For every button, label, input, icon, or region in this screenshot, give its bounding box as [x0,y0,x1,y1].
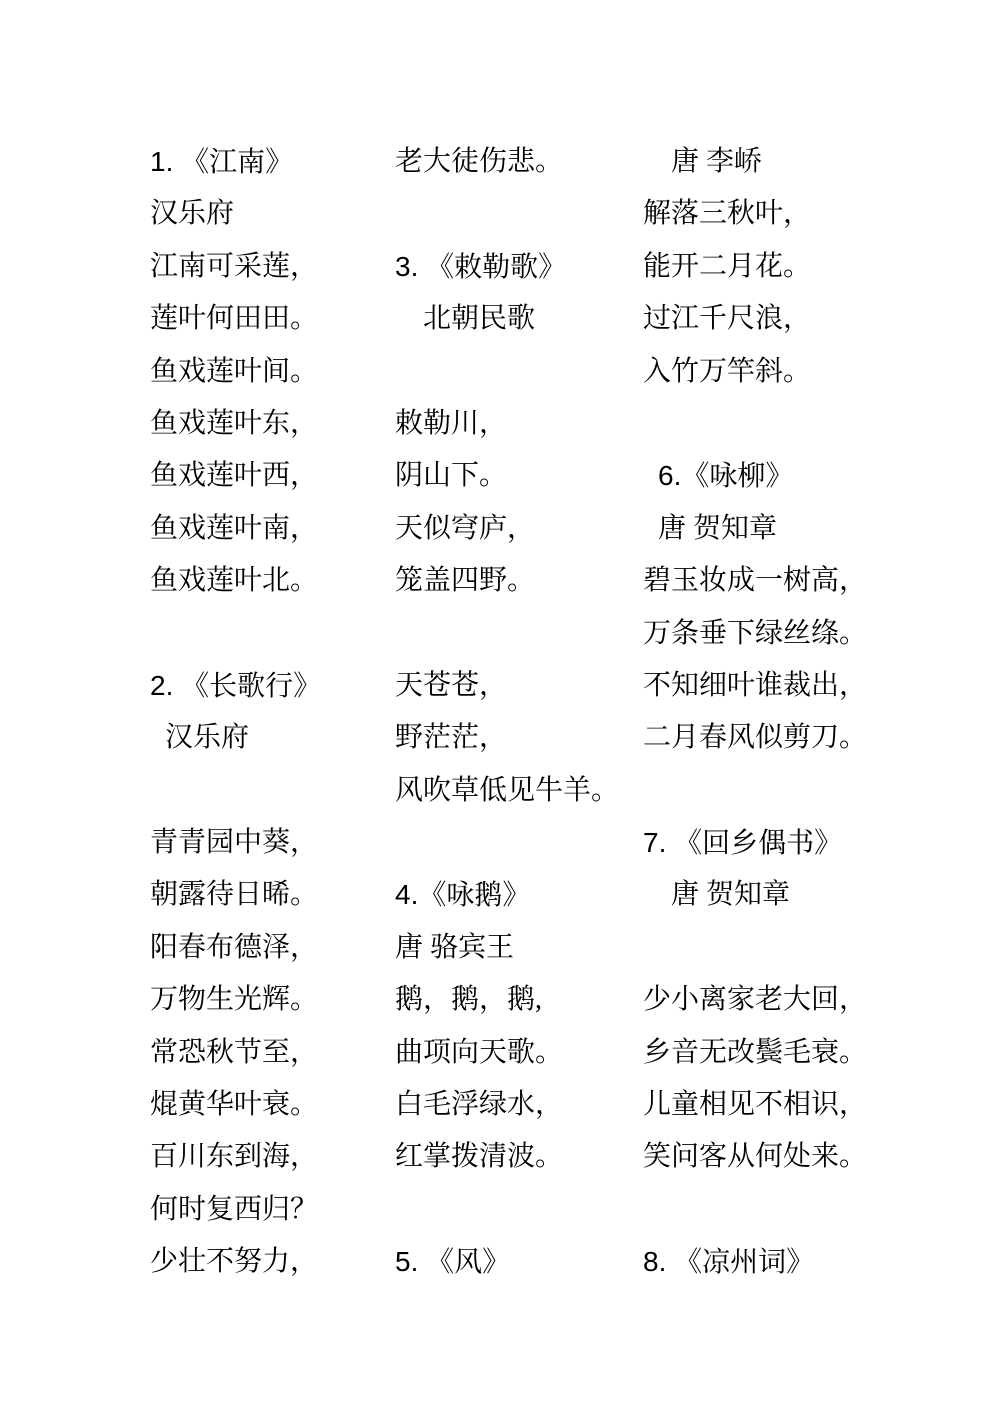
poem-verse: 鱼戏莲叶北。 [150,565,319,597]
poem-title [643,450,867,502]
poem-verse: 乡音无改鬓毛衰。 [643,1036,868,1068]
poem-verse: 不知细叶谁裁出， [643,669,868,701]
title-number: 5. [395,1246,427,1278]
poem-verse: 莲叶何田田。 [150,303,319,335]
title-text: 《江南》 [181,147,294,178]
poem-verse: 二月春风似剪刀。 [643,722,868,754]
poem-verse: 少壮不努力， [150,1246,319,1278]
poem-title [395,1236,619,1288]
blank-line [395,346,619,398]
blank-line [643,922,867,974]
poem-verse: 焜黄华叶衰。 [150,1089,319,1121]
title-text: 《风》 [426,1247,511,1279]
poem-verse: 野茫茫， [395,722,508,754]
poem-title [150,660,321,712]
title-number: 7. [643,827,675,859]
blank-line [395,1184,619,1236]
poem-verse: 少小离家老大回， [643,984,868,1016]
poem-author: 唐 贺知章 [658,512,778,544]
poem-verse: 曲项向天歌。 [395,1036,564,1068]
title-text: 《咏鹅》 [418,880,531,912]
poem-verse: 天苍苍， [395,669,508,701]
poem-verse: 江南可采莲， [150,250,319,282]
poem-author: 唐 李峤 [671,146,763,177]
poem-verse: 百川东到海， [150,1141,319,1173]
poem-title [150,136,321,188]
blank-line [395,608,619,660]
poem-verse: 能开二月花。 [643,250,812,282]
poem-verse: 阴山下。 [395,460,508,492]
poem-title [643,1236,867,1288]
poem-verse: 老大徒伤悲。 [395,146,564,177]
blank-line [395,188,619,240]
poem-verse: 解落三秋叶， [643,198,812,230]
poem-verse: 何时复西归？ [150,1193,319,1225]
poem-verse: 红掌拨清波。 [395,1141,564,1173]
poem-verse: 天似穹庐， [395,512,536,544]
poem-verse: 笼盖四野。 [395,565,536,597]
title-number: 4. [395,879,419,911]
poem-verse: 万物生光辉。 [150,984,319,1016]
poem-author: 唐 骆宾王 [395,931,515,963]
text-column-1 [150,136,321,1289]
poem-verse: 鱼戏莲叶南， [150,512,319,544]
poem-verse: 入竹万竿斜。 [643,355,812,387]
poem-verse: 鱼戏莲叶西， [150,460,319,492]
poem-verse: 敕勒川， [395,407,508,439]
poem-title [395,869,619,921]
poem-verse: 鱼戏莲叶间。 [150,355,319,387]
title-number: 6. [658,460,682,492]
text-column-2 [395,136,619,1289]
blank-line [643,398,867,450]
poem-author: 汉乐府 [165,722,250,754]
poem-verse: 儿童相见不相识， [643,1089,868,1121]
title-number: 2. [150,669,182,701]
blank-line [643,1184,867,1236]
text-column-3 [643,136,867,1289]
poem-verse: 鱼戏莲叶东， [150,407,319,439]
title-number: 1. [150,146,182,177]
title-text: 《凉州词》 [674,1247,815,1279]
blank-line [150,765,321,817]
poem-author: 唐 贺知章 [671,879,791,911]
poem-verse: 鹅，鹅，鹅, [395,984,543,1016]
poem-verse: 阳春布德泽， [150,931,319,963]
poem-verse: 笑问客从何处来。 [643,1141,868,1173]
poem-author: 汉乐府 [150,198,235,230]
blank-line [643,765,867,817]
poem-title [395,241,619,293]
poem-verse: 风吹草低见牛羊。 [395,774,620,806]
poem-title [643,817,867,869]
poem-verse: 常恐秋节至， [150,1036,319,1068]
blank-line [395,817,619,869]
poem-verse: 朝露待日晞。 [150,879,319,911]
title-number: 3. [395,250,427,282]
poem-verse: 碧玉妆成一树高， [643,565,868,597]
poem-author: 北朝民歌 [423,303,536,335]
title-number: 8. [643,1246,675,1278]
title-text: 《敕勒歌》 [426,251,567,283]
poem-verse: 过江千尺浪， [643,303,812,335]
poem-verse: 万条垂下绿丝绦。 [643,617,868,649]
poem-verse: 白毛浮绿水， [395,1089,564,1121]
poem-verse: 青青园中葵， [150,827,319,859]
title-text: 《长歌行》 [181,670,322,702]
title-text: 《回乡偶书》 [674,828,843,860]
blank-line [150,608,321,660]
title-text: 《咏柳》 [681,461,794,493]
